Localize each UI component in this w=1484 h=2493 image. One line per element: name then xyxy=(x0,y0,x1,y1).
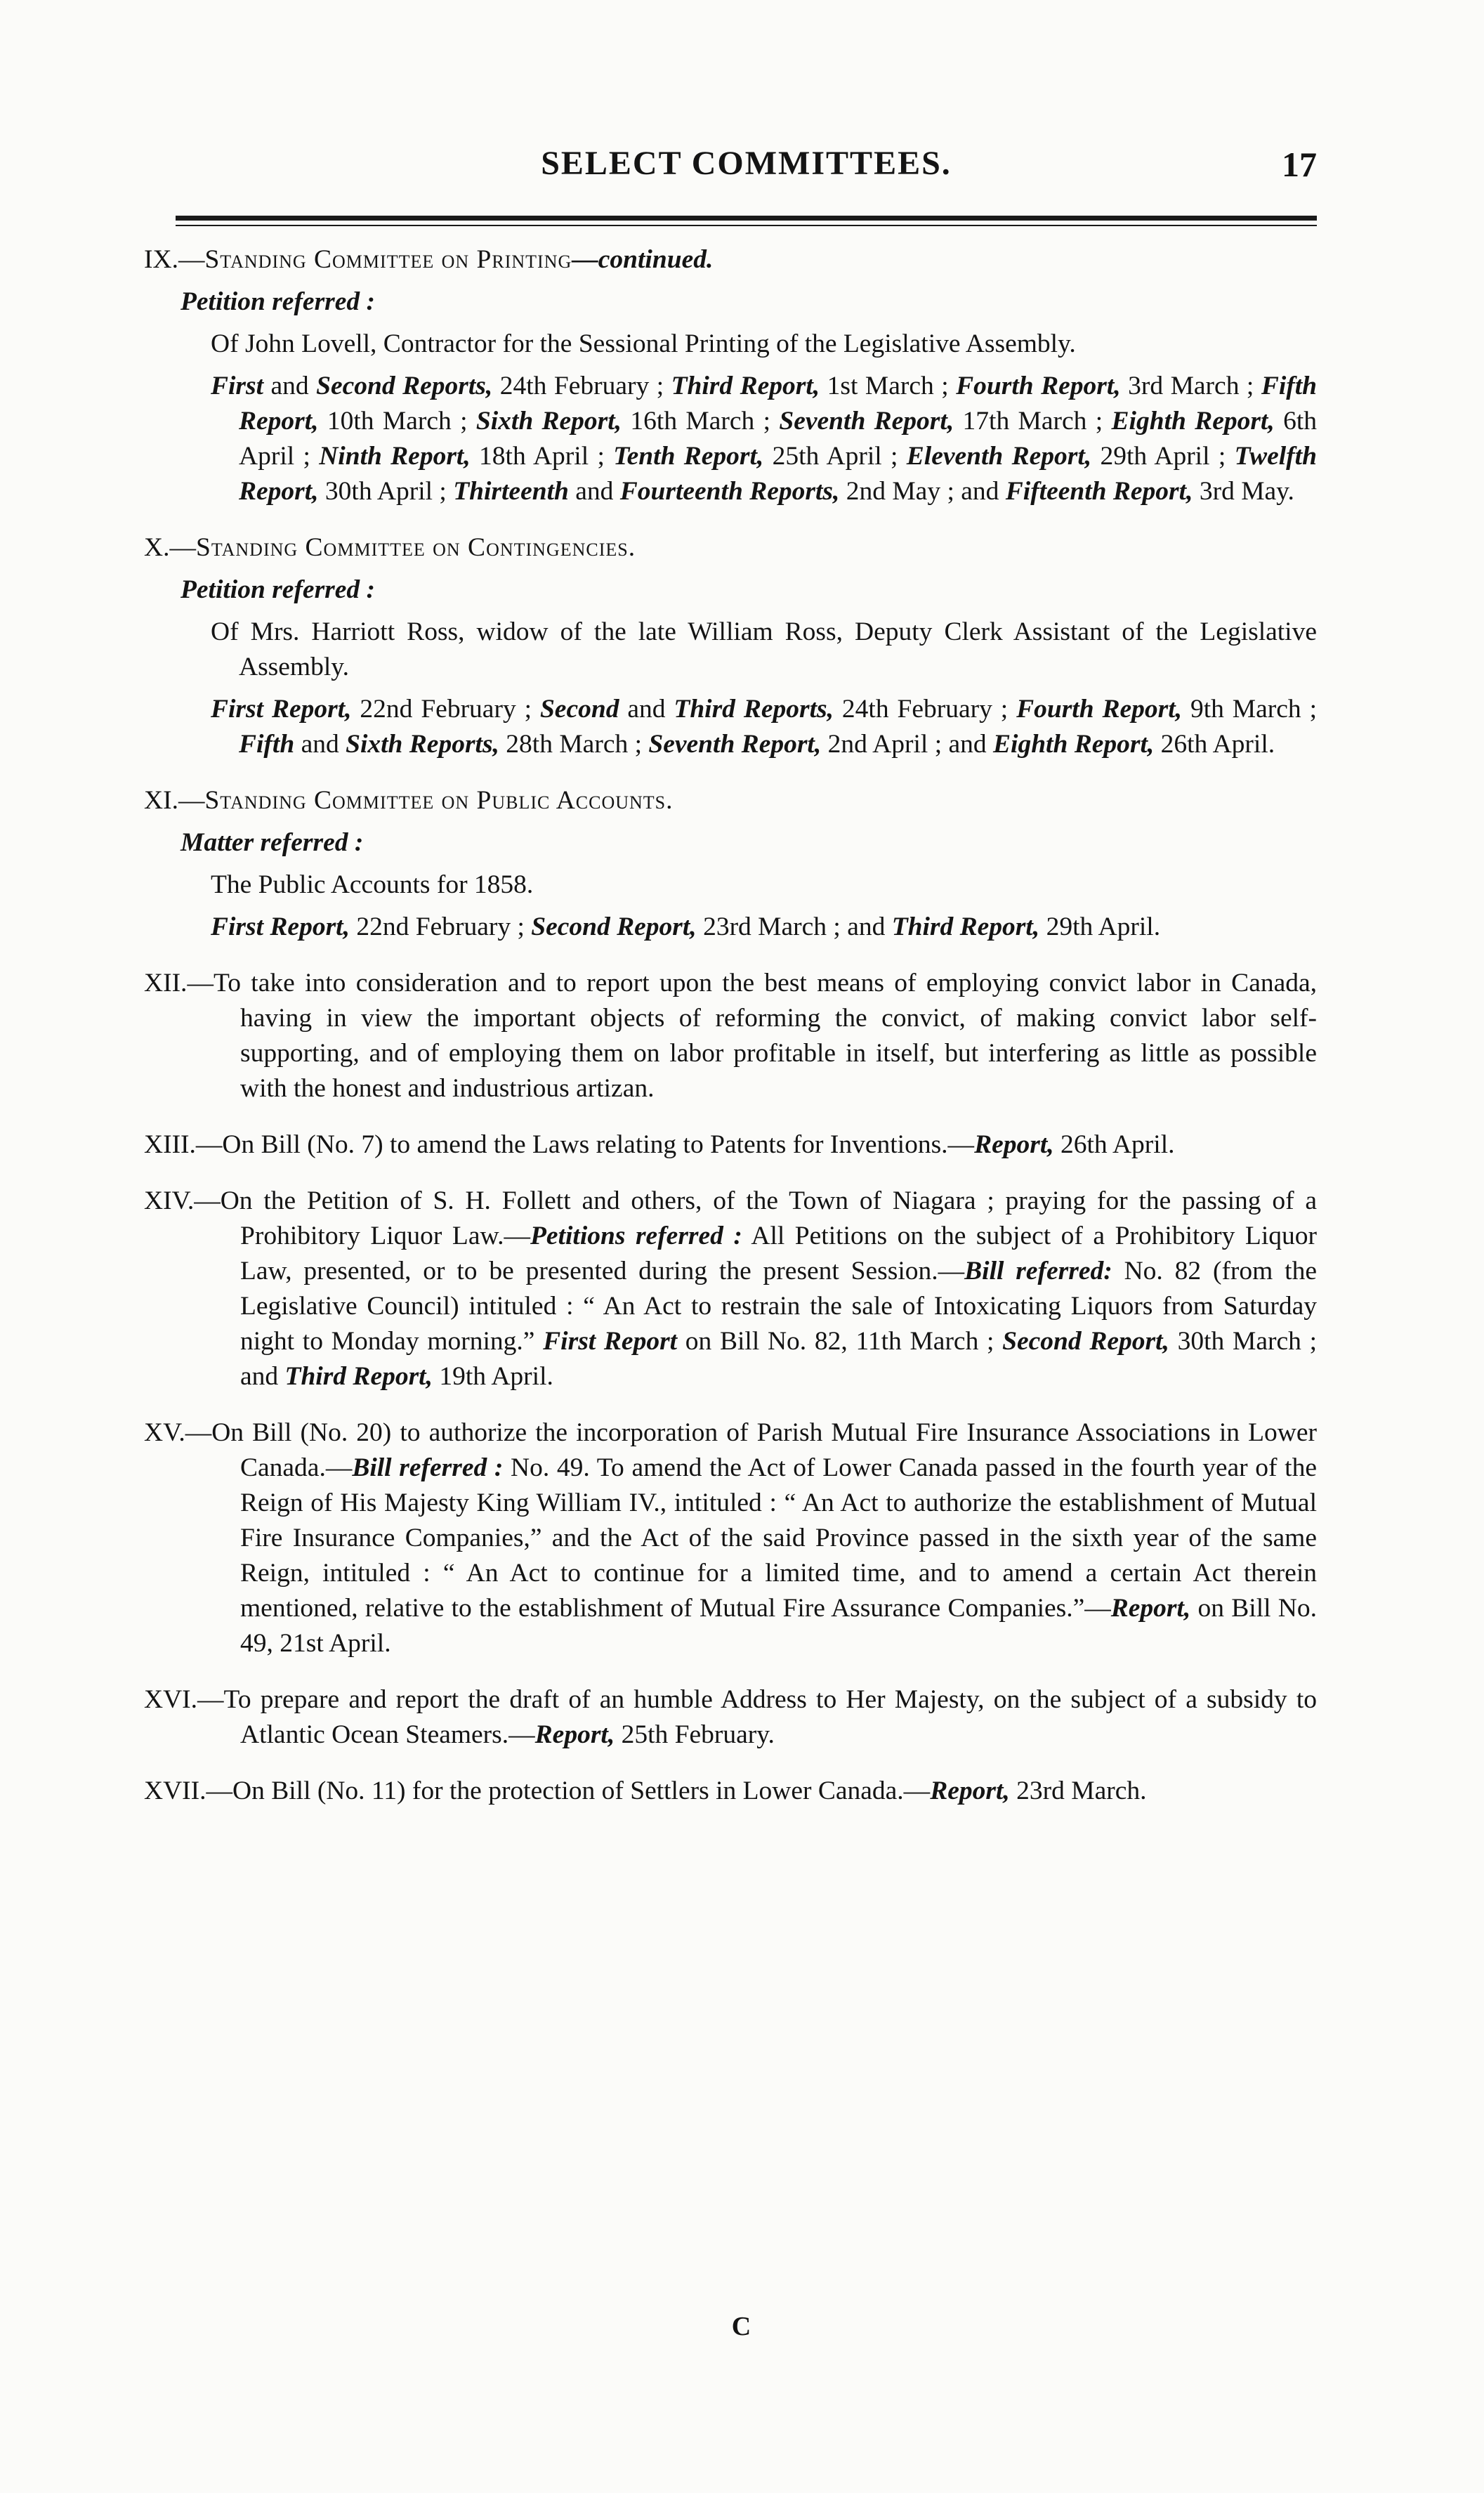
petition-referred-label: Petition referred : xyxy=(180,575,376,604)
matter-referred-label: Matter referred : xyxy=(180,828,364,857)
section-text: —On Bill (No. 7) to amend the Laws relating to Patents for Inventions.— xyxy=(195,1130,975,1159)
section-xi xyxy=(144,783,1317,945)
header-rule-thin xyxy=(176,225,1317,226)
page-number: 17 xyxy=(1282,145,1317,184)
section-number: X. xyxy=(144,533,170,562)
section-number: IX. xyxy=(144,245,178,274)
section-heading: X.—Standing Committee on Contingencies. xyxy=(144,533,636,562)
running-title: SELECT COMMITTEES. xyxy=(541,145,952,182)
section-text: —To take into consideration and to report upon the best means of employing convict labor in Canada, having in view the important objects of reforming the convict, of making convict labor self-supporting, and of employing them on labor profitable in itself, but interfering as little as possible with the honest and industrious artizan. xyxy=(187,969,1317,1103)
report-date: 25th February. xyxy=(615,1720,775,1749)
section-heading: IX.—Standing Committee on Printing—continued. xyxy=(144,245,714,274)
matter-text: The Public Accounts for 1858. xyxy=(211,870,534,899)
petition-text: Of Mrs. Harriott Ross, widow of the late William Ross, Deputy Clerk Assistant of the Legislative Assembly. xyxy=(211,617,1317,681)
section-xv: XV.—On Bill (No. 20) to authorize the incorporation of Parish Mutual Fire Insurance Associations in Lower Canada.—Bill referred : No. 49. To amend the Act of Lower Canada passed in the fourth year of the Reign of His Majesty King William IV., intituled : “ An Act to authorize the establishment of Mutual Fire Insurance Companies,” and the Act of the said Province passed in the sixth year of the same Reign, intituled : “ An Act to continue for a limited time, and to amend a certain Act therein mentioned, relative to the establishment of Mutual Fire Assurance Companies.”—Report, on Bill No. 49, 21st April. xyxy=(144,1418,1317,1658)
section-text: —On Bill (No. 11) for the protection of Settlers in Lower Canada.— xyxy=(206,1776,931,1805)
section-heading: XI.—Standing Committee on Public Accounts. xyxy=(144,786,674,815)
committee-name: Standing Committee on Contingencies. xyxy=(195,533,636,562)
section-number: XIV. xyxy=(144,1186,195,1215)
petition-text: Of John Lovell, Contractor for the Sessional Printing of the Legislative Assembly. xyxy=(211,329,1076,358)
section-number: XII. xyxy=(144,969,188,997)
signature-mark: C xyxy=(731,2312,753,2341)
header-rule-thick xyxy=(176,216,1317,221)
section-ix xyxy=(144,242,1317,509)
page-body xyxy=(144,242,1317,1809)
section-number: XVI. xyxy=(144,1685,198,1714)
section-xiii xyxy=(144,1127,1317,1163)
reports-list: First and Second Reports, 24th February ; Third Report, 1st March ; Fourth Report, 3rd March ; Fifth Report, 10th March ; Sixth Report, 16th March ; Seventh Report, 17th March ; Eighth Report, 6th April ; Ninth Report, 18th April ; Tenth Report, 25th April ; Eleventh Report, 29th April ; Twelfth Report, 30th April ; Thirteenth and Fourteenth Reports, 2nd May ; and Fifteenth Report, 3rd May. xyxy=(211,372,1318,506)
report-label: Report, xyxy=(534,1720,615,1749)
reports-list: First Report, 22nd February ; Second and Third Reports, 24th February ; Fourth Report, 9th March ; Fifth and Sixth Reports, 28th March ; Seventh Report, 2nd April ; and Eighth Report, 26th April. xyxy=(211,695,1317,759)
report-label: Report, xyxy=(974,1130,1054,1159)
section-xvii xyxy=(144,1774,1317,1809)
section-xii xyxy=(144,966,1317,1106)
reports-list: First Report, 22nd February ; Second Report, 23rd March ; and Third Report, 29th April. xyxy=(211,912,1161,941)
report-date: 23rd March. xyxy=(1009,1776,1147,1805)
section-xvi xyxy=(144,1682,1317,1753)
continued-label: —continued. xyxy=(572,245,714,274)
section-number: XI. xyxy=(144,786,178,815)
section-x xyxy=(144,530,1317,762)
section-number: XV. xyxy=(144,1418,185,1447)
section-number: XIII. xyxy=(144,1130,196,1159)
report-date: 26th April. xyxy=(1053,1130,1175,1159)
petition-referred-label: Petition referred : xyxy=(180,287,376,316)
committee-name: Standing Committee on Public Accounts. xyxy=(204,786,674,815)
section-xiv: XIV.—On the Petition of S. H. Follett and others, of the Town of Niagara ; praying for the passing of a Prohibitory Liquor Law.—Petitions referred : All Petitions on the subject of a Prohibitory Liquor Law, presented, or to be presented during the present Session.—Bill referred: No. 82 (from the Legislative Council) intituled : “ An Act to restrain the sale of Intoxicating Liquors from Saturday night to Monday morning.” First Report on Bill No. 82, 11th March ; Second Report, 30th March ; and Third Report, 19th April. xyxy=(144,1186,1317,1391)
committee-name: Standing Committee on Printing xyxy=(204,245,572,274)
section-number: XVII. xyxy=(144,1776,206,1805)
section-text: —To prepare and report the draft of an humble Address to Her Majesty, on the subject of a subsidy to Atlantic Ocean Steamers.— xyxy=(197,1685,1317,1749)
report-label: Report, xyxy=(930,1776,1010,1805)
page-header xyxy=(176,144,1317,193)
